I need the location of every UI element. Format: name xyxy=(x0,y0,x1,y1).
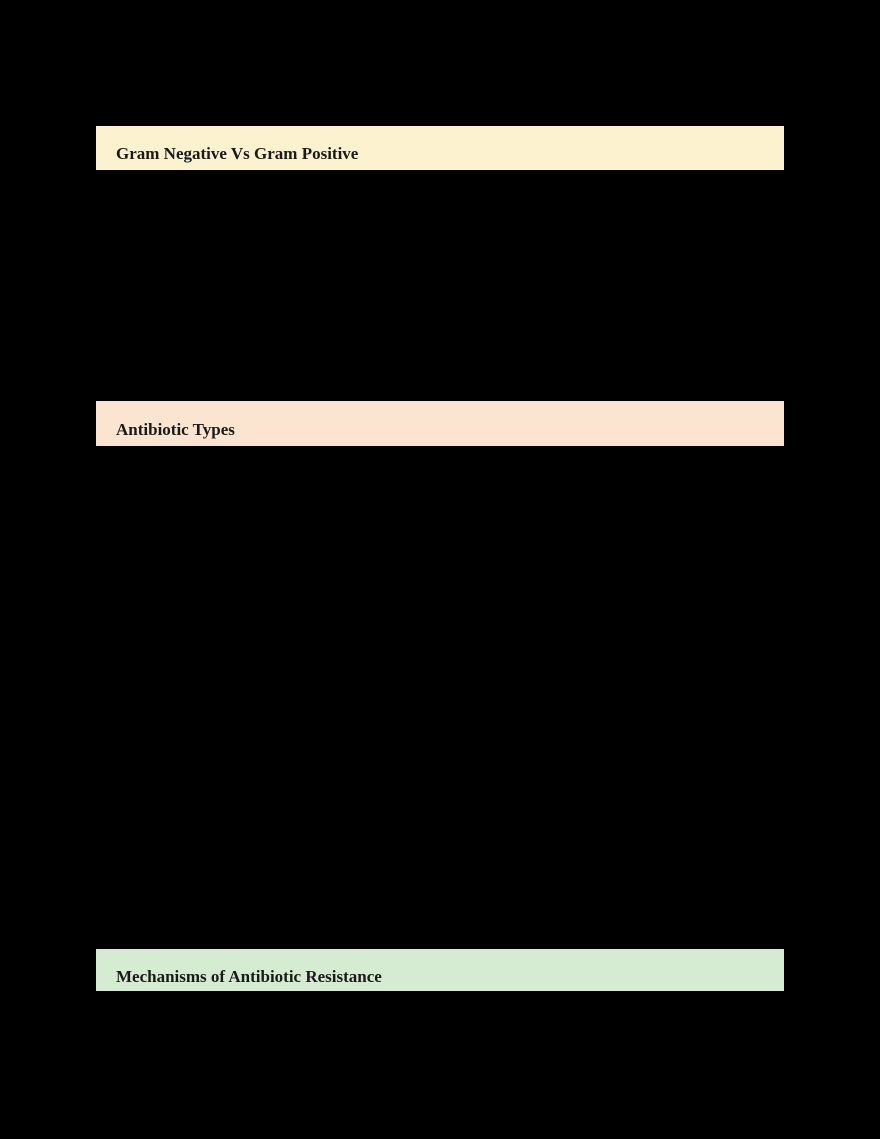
section-header-antibiotic-types xyxy=(96,401,784,446)
section-body-antibiotic-types xyxy=(96,446,784,949)
section-header-gram-negative-vs-gram-positive xyxy=(96,126,784,170)
section-header-mechanisms-of-antibiotic-resistance xyxy=(96,949,784,991)
section-body-gram-negative-vs-gram-positive xyxy=(96,170,784,401)
section-title-gram-negative-vs-gram-positive: Gram Negative Vs Gram Positive xyxy=(116,144,359,163)
section-title-antibiotic-types: Antibiotic Types xyxy=(116,420,235,439)
section-body-mechanisms-of-antibiotic-resistance xyxy=(96,991,784,1139)
section-title-mechanisms-of-antibiotic-resistance: Mechanisms of Antibiotic Resistance xyxy=(116,967,382,986)
